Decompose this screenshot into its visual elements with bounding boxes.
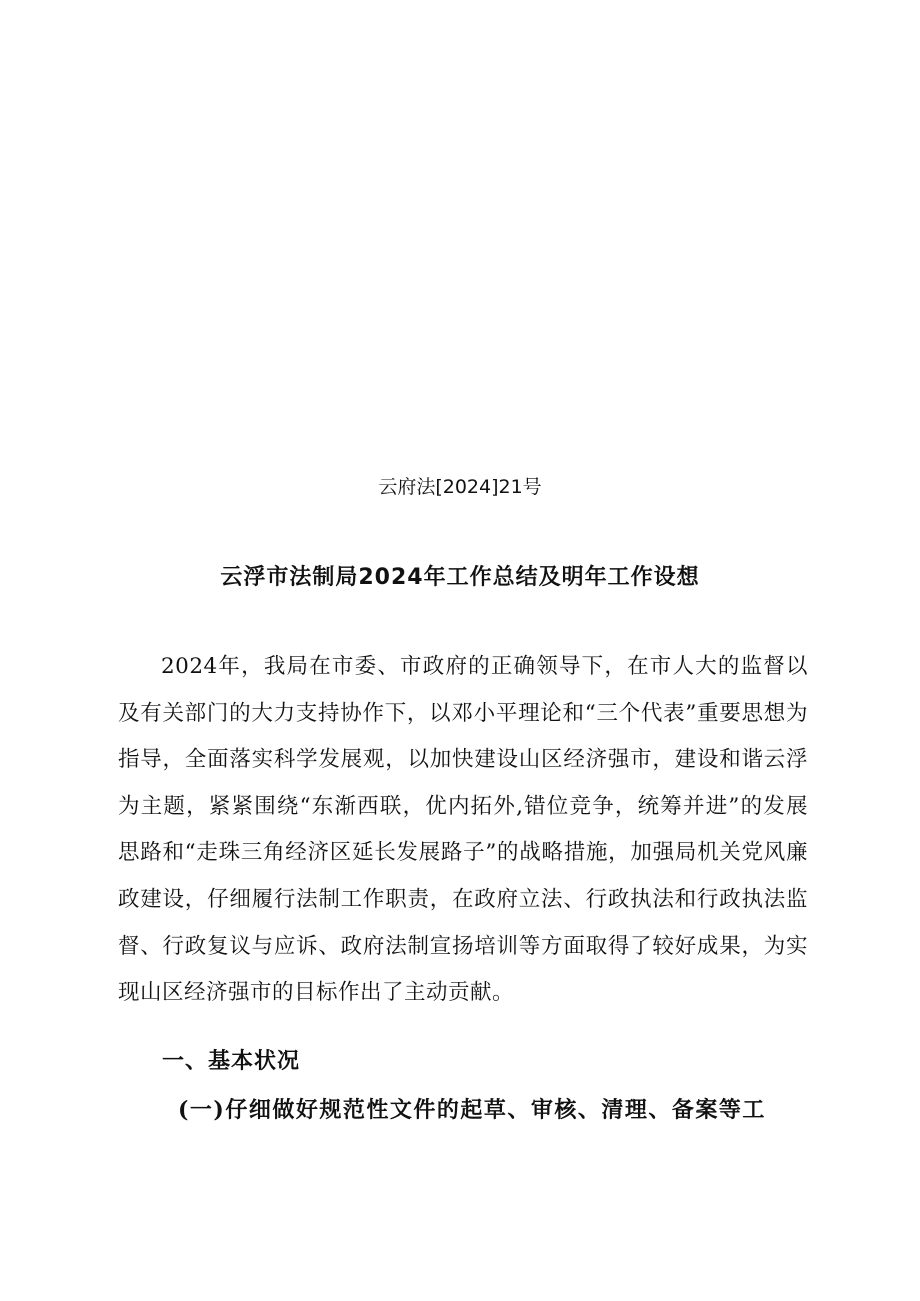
document-title: 云浮市法制局2024年工作总结及明年工作设想	[220, 565, 700, 590]
subsection-heading: (一)仔细做好规范性文件的起草、审核、清理、备案等工	[178, 1097, 766, 1123]
body-paragraph: 2024年，我局在市委、市政府的正确领导下，在市人大的监督以及有关部门的大力支持协作下，以邓小平理论和“三个代表”重要思想为指导，全面落实科学发展观，以加快建设山区经济强市，建设和谐云浮为主题，紧紧围绕“东渐西联，优内拓外,错位竞争，统筹并进”的发展思路和“走珠三角经济区延长发展路子”的战略措施，加强局机关党风廉政建设，仔细履行法制工作职责，在政府立法、行政执法和行政执法监督、行政复议与应诉、政府法制宣扬培训等方面取得了较好成果，为实现山区经济强市的目标作出了主动贡献。	[118, 654, 808, 1006]
document-number: 云府法[2024]21号	[378, 476, 542, 498]
section-heading: 一、基本状况	[162, 1048, 301, 1074]
